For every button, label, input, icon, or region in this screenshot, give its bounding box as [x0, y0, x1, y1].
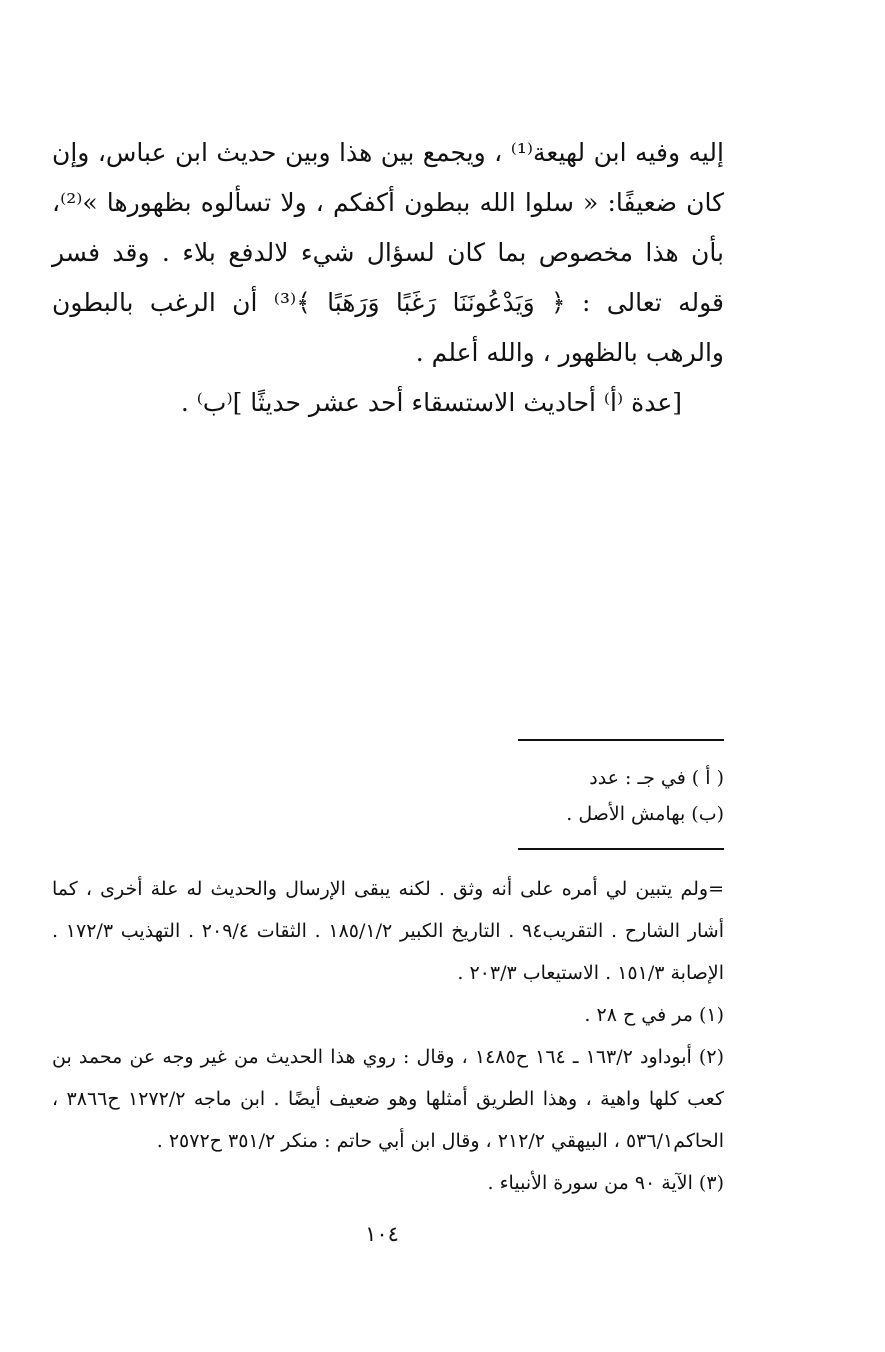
footnote-2: (٢) أبوداود ١٦٣/٢ ـ ١٦٤ ح١٤٨٥ ، وقال : روي هذا الحديث من غير وجه عن محمد بن كعب كلها واهية ، وهذا الطريق أمثلها وهو ضعيف أيضًا . ابن ماجه ١٢٧٢/٢ ح٣٨٦٦ ، الحاكم٥٣٦/١ ، البيهقي ٢١٢/٢ ، وقال ابن أبي حاتم : منكر ٣٥١/٢ ح٢٥٧٢ . [52, 1046, 725, 1152]
body-paragraph: إليه وفيه ابن لهيعة⁽¹⁾ ، ويجمع بين هذا وبين حديث ابن عباس، وإن كان ضعيفًا: « سلوا الله ببطون أكفكم ، ولا تسألوه بظهورها »⁽²⁾، بأن هذا مخصوص بما كان لسؤال شيء لالدفع بلاء . وقد فسر قوله تعالى : ﴿ وَيَدْعُونَنَا رَغَبًا وَرَهَبًا ﴾⁽³⁾ أن الرغب بالبطون والرهب بالظهور ، والله أعلم . [52, 138, 724, 367]
numbered-footnotes [52, 868, 724, 1204]
footnote-3: (٣) الآية ٩٠ من سورة الأنبياء . [487, 1172, 724, 1194]
footnote-a: ( أ ) في جـ : عدد [589, 767, 724, 789]
footnote-divider-numbers [518, 848, 724, 850]
page-number: ١٠٤ [365, 1222, 399, 1246]
main-text [52, 128, 724, 428]
footnote-1: (١) مر في ح ٢٨ . [584, 1004, 724, 1026]
footnote-divider-letters [518, 739, 724, 741]
hadith-count-line: [عدة ⁽أ⁾ أحاديث الاستسقاء أحد عشر حديثًا ]⁽ب⁾ . [180, 388, 682, 417]
letter-footnotes [52, 760, 724, 832]
footnote-b: (ب) بهامش الأصل . [566, 803, 724, 825]
footnote-continuation: =ولم يتبين لي أمره على أنه وثق . لكنه يبقى الإرسال والحديث له علة أخرى ، كما أشار الشارح . التقريب٩٤ . التاريخ الكبير ١٨٥/١/٢ . الثقات ٢٠٩/٤ . التهذيب ١٧٢/٣ . الإصابة ١٥١/٣ . الاستيعاب ٢٠٣/٣ . [52, 878, 724, 984]
